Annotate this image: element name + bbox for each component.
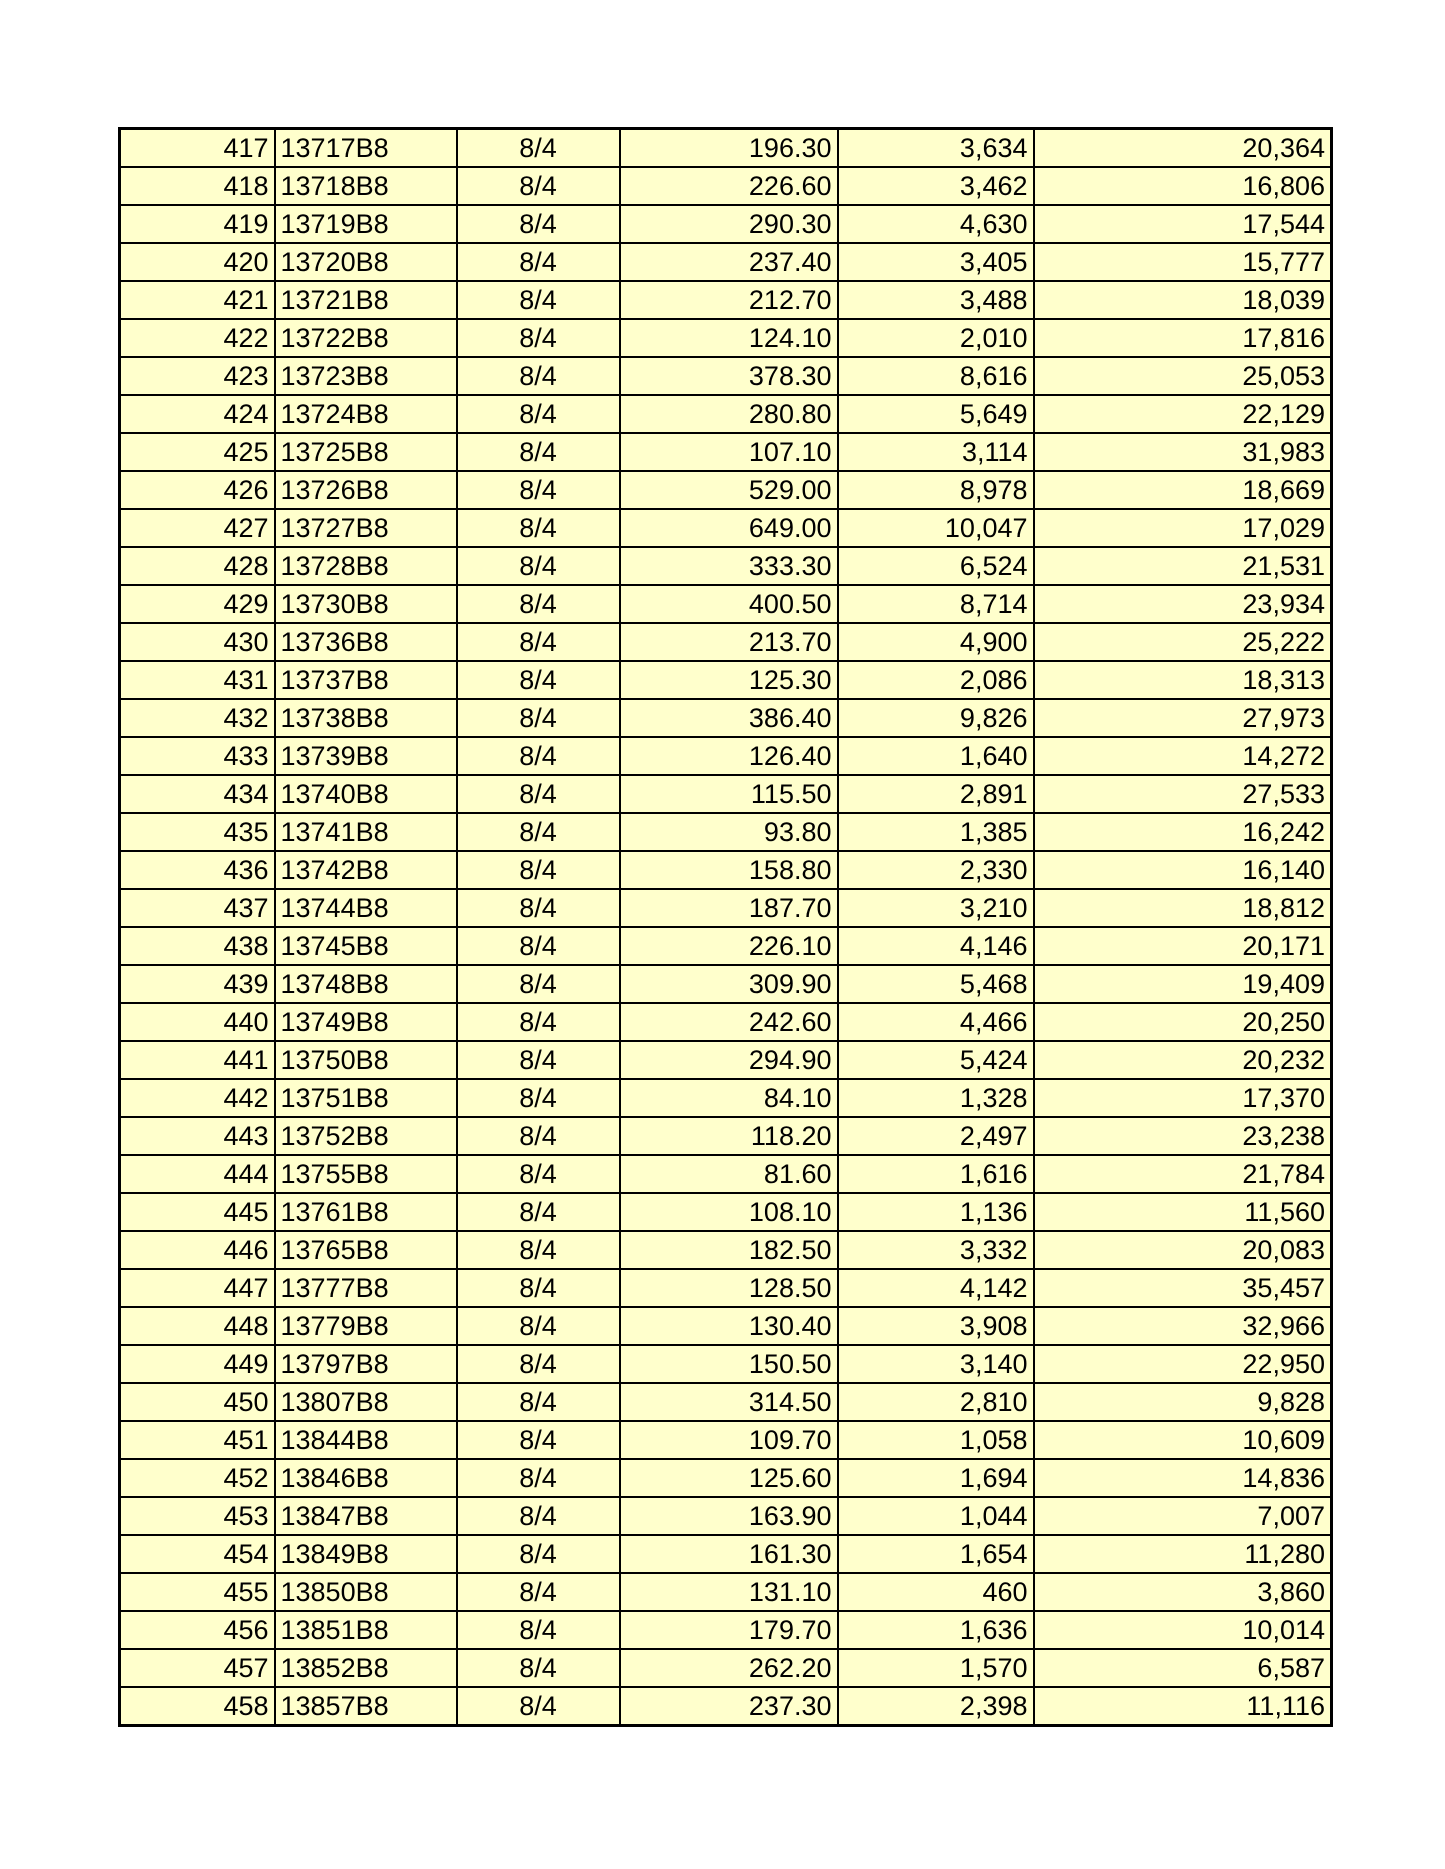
table-row [120, 205, 1332, 243]
table-row [120, 1649, 1332, 1687]
value-b-cell: 8,616 [838, 357, 1034, 395]
table-row [120, 1231, 1332, 1269]
value-c-cell: 3,860 [1034, 1573, 1332, 1611]
item-code-cell: 13718B8 [275, 167, 457, 205]
table-row [120, 623, 1332, 661]
row-number-cell: 422 [120, 319, 275, 357]
value-c-cell: 11,560 [1034, 1193, 1332, 1231]
row-number-cell: 432 [120, 699, 275, 737]
row-number-cell: 442 [120, 1079, 275, 1117]
item-code-cell: 13755B8 [275, 1155, 457, 1193]
value-c-cell: 32,966 [1034, 1307, 1332, 1345]
row-number-cell: 434 [120, 775, 275, 813]
item-code-cell: 13741B8 [275, 813, 457, 851]
value-a-cell: 212.70 [620, 281, 838, 319]
value-b-cell: 5,649 [838, 395, 1034, 433]
value-b-cell: 3,332 [838, 1231, 1034, 1269]
item-code-cell: 13725B8 [275, 433, 457, 471]
value-c-cell: 23,934 [1034, 585, 1332, 623]
value-c-cell: 18,313 [1034, 661, 1332, 699]
value-c-cell: 17,029 [1034, 509, 1332, 547]
value-c-cell: 14,272 [1034, 737, 1332, 775]
value-c-cell: 16,242 [1034, 813, 1332, 851]
row-number-cell: 418 [120, 167, 275, 205]
row-number-cell: 440 [120, 1003, 275, 1041]
value-b-cell: 1,570 [838, 1649, 1034, 1687]
row-number-cell: 457 [120, 1649, 275, 1687]
value-a-cell: 294.90 [620, 1041, 838, 1079]
size-cell: 8/4 [457, 319, 620, 357]
value-a-cell: 125.30 [620, 661, 838, 699]
value-b-cell: 1,044 [838, 1497, 1034, 1535]
value-b-cell: 2,891 [838, 775, 1034, 813]
table-row [120, 699, 1332, 737]
size-cell: 8/4 [457, 623, 620, 661]
row-number-cell: 428 [120, 547, 275, 585]
item-code-cell: 13850B8 [275, 1573, 457, 1611]
size-cell: 8/4 [457, 1573, 620, 1611]
value-a-cell: 386.40 [620, 699, 838, 737]
value-c-cell: 11,280 [1034, 1535, 1332, 1573]
value-c-cell: 6,587 [1034, 1649, 1332, 1687]
value-c-cell: 18,039 [1034, 281, 1332, 319]
item-code-cell: 13797B8 [275, 1345, 457, 1383]
value-c-cell: 25,053 [1034, 357, 1332, 395]
item-code-cell: 13722B8 [275, 319, 457, 357]
item-code-cell: 13847B8 [275, 1497, 457, 1535]
value-b-cell: 1,640 [838, 737, 1034, 775]
item-code-cell: 13742B8 [275, 851, 457, 889]
row-number-cell: 451 [120, 1421, 275, 1459]
value-a-cell: 314.50 [620, 1383, 838, 1421]
value-a-cell: 179.70 [620, 1611, 838, 1649]
value-a-cell: 187.70 [620, 889, 838, 927]
value-b-cell: 2,010 [838, 319, 1034, 357]
item-code-cell: 13736B8 [275, 623, 457, 661]
row-number-cell: 430 [120, 623, 275, 661]
value-c-cell: 27,533 [1034, 775, 1332, 813]
value-b-cell: 2,497 [838, 1117, 1034, 1155]
value-a-cell: 128.50 [620, 1269, 838, 1307]
value-c-cell: 18,812 [1034, 889, 1332, 927]
value-c-cell: 17,816 [1034, 319, 1332, 357]
value-b-cell: 8,714 [838, 585, 1034, 623]
size-cell: 8/4 [457, 1193, 620, 1231]
item-code-cell: 13752B8 [275, 1117, 457, 1155]
size-cell: 8/4 [457, 927, 620, 965]
table-row [120, 471, 1332, 509]
table-row [120, 1573, 1332, 1611]
size-cell: 8/4 [457, 471, 620, 509]
table-row [120, 927, 1332, 965]
value-b-cell: 3,908 [838, 1307, 1034, 1345]
table-row [120, 1459, 1332, 1497]
size-cell: 8/4 [457, 1687, 620, 1726]
value-b-cell: 2,330 [838, 851, 1034, 889]
value-a-cell: 226.60 [620, 167, 838, 205]
value-a-cell: 115.50 [620, 775, 838, 813]
size-cell: 8/4 [457, 851, 620, 889]
table-row [120, 1041, 1332, 1079]
row-number-cell: 420 [120, 243, 275, 281]
value-c-cell: 20,364 [1034, 129, 1332, 168]
row-number-cell: 433 [120, 737, 275, 775]
table-row [120, 167, 1332, 205]
size-cell: 8/4 [457, 965, 620, 1003]
value-c-cell: 27,973 [1034, 699, 1332, 737]
size-cell: 8/4 [457, 167, 620, 205]
value-b-cell: 1,654 [838, 1535, 1034, 1573]
item-code-cell: 13745B8 [275, 927, 457, 965]
size-cell: 8/4 [457, 547, 620, 585]
item-code-cell: 13721B8 [275, 281, 457, 319]
size-cell: 8/4 [457, 395, 620, 433]
table-row [120, 889, 1332, 927]
size-cell: 8/4 [457, 1535, 620, 1573]
value-b-cell: 3,634 [838, 129, 1034, 168]
row-number-cell: 458 [120, 1687, 275, 1726]
value-a-cell: 84.10 [620, 1079, 838, 1117]
table-row [120, 547, 1332, 585]
item-code-cell: 13737B8 [275, 661, 457, 699]
value-c-cell: 20,250 [1034, 1003, 1332, 1041]
value-a-cell: 107.10 [620, 433, 838, 471]
value-b-cell: 1,616 [838, 1155, 1034, 1193]
item-code-cell: 13719B8 [275, 205, 457, 243]
item-code-cell: 13779B8 [275, 1307, 457, 1345]
value-a-cell: 81.60 [620, 1155, 838, 1193]
value-c-cell: 14,836 [1034, 1459, 1332, 1497]
value-c-cell: 9,828 [1034, 1383, 1332, 1421]
row-number-cell: 423 [120, 357, 275, 395]
row-number-cell: 421 [120, 281, 275, 319]
size-cell: 8/4 [457, 1003, 620, 1041]
item-code-cell: 13857B8 [275, 1687, 457, 1726]
size-cell: 8/4 [457, 1345, 620, 1383]
row-number-cell: 437 [120, 889, 275, 927]
value-a-cell: 125.60 [620, 1459, 838, 1497]
row-number-cell: 450 [120, 1383, 275, 1421]
size-cell: 8/4 [457, 775, 620, 813]
value-b-cell: 3,140 [838, 1345, 1034, 1383]
value-b-cell: 3,488 [838, 281, 1034, 319]
value-b-cell: 10,047 [838, 509, 1034, 547]
value-b-cell: 3,405 [838, 243, 1034, 281]
item-code-cell: 13846B8 [275, 1459, 457, 1497]
value-c-cell: 16,806 [1034, 167, 1332, 205]
row-number-cell: 449 [120, 1345, 275, 1383]
row-number-cell: 456 [120, 1611, 275, 1649]
size-cell: 8/4 [457, 1383, 620, 1421]
table-row [120, 737, 1332, 775]
value-b-cell: 1,694 [838, 1459, 1034, 1497]
item-code-cell: 13730B8 [275, 585, 457, 623]
table-row [120, 813, 1332, 851]
value-b-cell: 4,466 [838, 1003, 1034, 1041]
value-b-cell: 3,114 [838, 433, 1034, 471]
value-b-cell: 4,630 [838, 205, 1034, 243]
table-row [120, 1535, 1332, 1573]
value-c-cell: 7,007 [1034, 1497, 1332, 1535]
size-cell: 8/4 [457, 433, 620, 471]
size-cell: 8/4 [457, 129, 620, 168]
table-row [120, 1421, 1332, 1459]
value-b-cell: 2,398 [838, 1687, 1034, 1726]
table-row [120, 661, 1332, 699]
value-b-cell: 1,136 [838, 1193, 1034, 1231]
value-a-cell: 242.60 [620, 1003, 838, 1041]
row-number-cell: 419 [120, 205, 275, 243]
value-a-cell: 280.80 [620, 395, 838, 433]
row-number-cell: 439 [120, 965, 275, 1003]
item-code-cell: 13765B8 [275, 1231, 457, 1269]
row-number-cell: 429 [120, 585, 275, 623]
value-c-cell: 10,609 [1034, 1421, 1332, 1459]
item-code-cell: 13739B8 [275, 737, 457, 775]
data-table [118, 127, 1333, 1727]
table-body [120, 129, 1332, 1726]
value-a-cell: 649.00 [620, 509, 838, 547]
item-code-cell: 13727B8 [275, 509, 457, 547]
table-row [120, 357, 1332, 395]
value-a-cell: 378.30 [620, 357, 838, 395]
item-code-cell: 13723B8 [275, 357, 457, 395]
item-code-cell: 13717B8 [275, 129, 457, 168]
value-a-cell: 93.80 [620, 813, 838, 851]
row-number-cell: 446 [120, 1231, 275, 1269]
size-cell: 8/4 [457, 509, 620, 547]
value-c-cell: 19,409 [1034, 965, 1332, 1003]
size-cell: 8/4 [457, 243, 620, 281]
row-number-cell: 445 [120, 1193, 275, 1231]
row-number-cell: 425 [120, 433, 275, 471]
value-b-cell: 5,424 [838, 1041, 1034, 1079]
value-c-cell: 21,784 [1034, 1155, 1332, 1193]
value-b-cell: 9,826 [838, 699, 1034, 737]
row-number-cell: 426 [120, 471, 275, 509]
item-code-cell: 13728B8 [275, 547, 457, 585]
size-cell: 8/4 [457, 1269, 620, 1307]
row-number-cell: 424 [120, 395, 275, 433]
table-row [120, 1117, 1332, 1155]
value-a-cell: 126.40 [620, 737, 838, 775]
size-cell: 8/4 [457, 1611, 620, 1649]
table-row [120, 1269, 1332, 1307]
table-row [120, 319, 1332, 357]
value-a-cell: 237.30 [620, 1687, 838, 1726]
size-cell: 8/4 [457, 1155, 620, 1193]
table-row [120, 509, 1332, 547]
item-code-cell: 13724B8 [275, 395, 457, 433]
value-c-cell: 17,370 [1034, 1079, 1332, 1117]
value-c-cell: 17,544 [1034, 205, 1332, 243]
value-c-cell: 31,983 [1034, 433, 1332, 471]
value-c-cell: 10,014 [1034, 1611, 1332, 1649]
size-cell: 8/4 [457, 737, 620, 775]
item-code-cell: 13761B8 [275, 1193, 457, 1231]
item-code-cell: 13807B8 [275, 1383, 457, 1421]
item-code-cell: 13851B8 [275, 1611, 457, 1649]
item-code-cell: 13849B8 [275, 1535, 457, 1573]
value-b-cell: 3,462 [838, 167, 1034, 205]
table-row [120, 281, 1332, 319]
table-row [120, 965, 1332, 1003]
table-row [120, 1193, 1332, 1231]
value-a-cell: 182.50 [620, 1231, 838, 1269]
value-a-cell: 124.10 [620, 319, 838, 357]
size-cell: 8/4 [457, 699, 620, 737]
item-code-cell: 13852B8 [275, 1649, 457, 1687]
row-number-cell: 436 [120, 851, 275, 889]
value-b-cell: 8,978 [838, 471, 1034, 509]
row-number-cell: 417 [120, 129, 275, 168]
item-code-cell: 13726B8 [275, 471, 457, 509]
value-c-cell: 21,531 [1034, 547, 1332, 585]
value-b-cell: 6,524 [838, 547, 1034, 585]
row-number-cell: 438 [120, 927, 275, 965]
table-row [120, 395, 1332, 433]
table-row [120, 243, 1332, 281]
size-cell: 8/4 [457, 1079, 620, 1117]
value-a-cell: 213.70 [620, 623, 838, 661]
value-a-cell: 130.40 [620, 1307, 838, 1345]
row-number-cell: 427 [120, 509, 275, 547]
table-row [120, 851, 1332, 889]
item-code-cell: 13750B8 [275, 1041, 457, 1079]
value-a-cell: 262.20 [620, 1649, 838, 1687]
value-a-cell: 333.30 [620, 547, 838, 585]
table-row [120, 1611, 1332, 1649]
value-b-cell: 2,810 [838, 1383, 1034, 1421]
table-row [120, 1003, 1332, 1041]
value-a-cell: 131.10 [620, 1573, 838, 1611]
size-cell: 8/4 [457, 889, 620, 927]
value-a-cell: 163.90 [620, 1497, 838, 1535]
value-b-cell: 4,142 [838, 1269, 1034, 1307]
value-c-cell: 20,171 [1034, 927, 1332, 965]
row-number-cell: 444 [120, 1155, 275, 1193]
size-cell: 8/4 [457, 1041, 620, 1079]
value-b-cell: 1,636 [838, 1611, 1034, 1649]
value-a-cell: 529.00 [620, 471, 838, 509]
table-row [120, 1497, 1332, 1535]
value-a-cell: 158.80 [620, 851, 838, 889]
table-row [120, 775, 1332, 813]
value-c-cell: 15,777 [1034, 243, 1332, 281]
item-code-cell: 13720B8 [275, 243, 457, 281]
row-number-cell: 454 [120, 1535, 275, 1573]
value-c-cell: 35,457 [1034, 1269, 1332, 1307]
value-c-cell: 20,232 [1034, 1041, 1332, 1079]
value-b-cell: 2,086 [838, 661, 1034, 699]
value-a-cell: 400.50 [620, 585, 838, 623]
item-code-cell: 13738B8 [275, 699, 457, 737]
size-cell: 8/4 [457, 1649, 620, 1687]
value-c-cell: 23,238 [1034, 1117, 1332, 1155]
size-cell: 8/4 [457, 205, 620, 243]
value-b-cell: 5,468 [838, 965, 1034, 1003]
table-row [120, 585, 1332, 623]
table-row [120, 433, 1332, 471]
value-c-cell: 11,116 [1034, 1687, 1332, 1726]
row-number-cell: 453 [120, 1497, 275, 1535]
value-a-cell: 237.40 [620, 243, 838, 281]
size-cell: 8/4 [457, 585, 620, 623]
table-row [120, 1155, 1332, 1193]
size-cell: 8/4 [457, 1307, 620, 1345]
table-row [120, 129, 1332, 168]
value-b-cell: 4,900 [838, 623, 1034, 661]
row-number-cell: 452 [120, 1459, 275, 1497]
value-a-cell: 196.30 [620, 129, 838, 168]
item-code-cell: 13749B8 [275, 1003, 457, 1041]
item-code-cell: 13844B8 [275, 1421, 457, 1459]
row-number-cell: 455 [120, 1573, 275, 1611]
value-a-cell: 109.70 [620, 1421, 838, 1459]
row-number-cell: 431 [120, 661, 275, 699]
table-row [120, 1687, 1332, 1726]
item-code-cell: 13748B8 [275, 965, 457, 1003]
value-b-cell: 4,146 [838, 927, 1034, 965]
value-a-cell: 150.50 [620, 1345, 838, 1383]
value-c-cell: 22,950 [1034, 1345, 1332, 1383]
size-cell: 8/4 [457, 357, 620, 395]
value-c-cell: 18,669 [1034, 471, 1332, 509]
size-cell: 8/4 [457, 1117, 620, 1155]
size-cell: 8/4 [457, 1459, 620, 1497]
size-cell: 8/4 [457, 813, 620, 851]
size-cell: 8/4 [457, 661, 620, 699]
item-code-cell: 13740B8 [275, 775, 457, 813]
row-number-cell: 447 [120, 1269, 275, 1307]
value-c-cell: 16,140 [1034, 851, 1332, 889]
table-row [120, 1383, 1332, 1421]
table-row [120, 1307, 1332, 1345]
value-c-cell: 20,083 [1034, 1231, 1332, 1269]
row-number-cell: 441 [120, 1041, 275, 1079]
value-a-cell: 226.10 [620, 927, 838, 965]
row-number-cell: 443 [120, 1117, 275, 1155]
item-code-cell: 13777B8 [275, 1269, 457, 1307]
value-b-cell: 1,058 [838, 1421, 1034, 1459]
value-b-cell: 3,210 [838, 889, 1034, 927]
value-b-cell: 460 [838, 1573, 1034, 1611]
value-a-cell: 161.30 [620, 1535, 838, 1573]
row-number-cell: 435 [120, 813, 275, 851]
size-cell: 8/4 [457, 1231, 620, 1269]
table-row [120, 1079, 1332, 1117]
value-c-cell: 22,129 [1034, 395, 1332, 433]
value-a-cell: 309.90 [620, 965, 838, 1003]
value-b-cell: 1,328 [838, 1079, 1034, 1117]
row-number-cell: 448 [120, 1307, 275, 1345]
value-a-cell: 118.20 [620, 1117, 838, 1155]
value-b-cell: 1,385 [838, 813, 1034, 851]
size-cell: 8/4 [457, 1421, 620, 1459]
size-cell: 8/4 [457, 281, 620, 319]
size-cell: 8/4 [457, 1497, 620, 1535]
value-c-cell: 25,222 [1034, 623, 1332, 661]
value-a-cell: 108.10 [620, 1193, 838, 1231]
item-code-cell: 13744B8 [275, 889, 457, 927]
value-a-cell: 290.30 [620, 205, 838, 243]
item-code-cell: 13751B8 [275, 1079, 457, 1117]
table-row [120, 1345, 1332, 1383]
